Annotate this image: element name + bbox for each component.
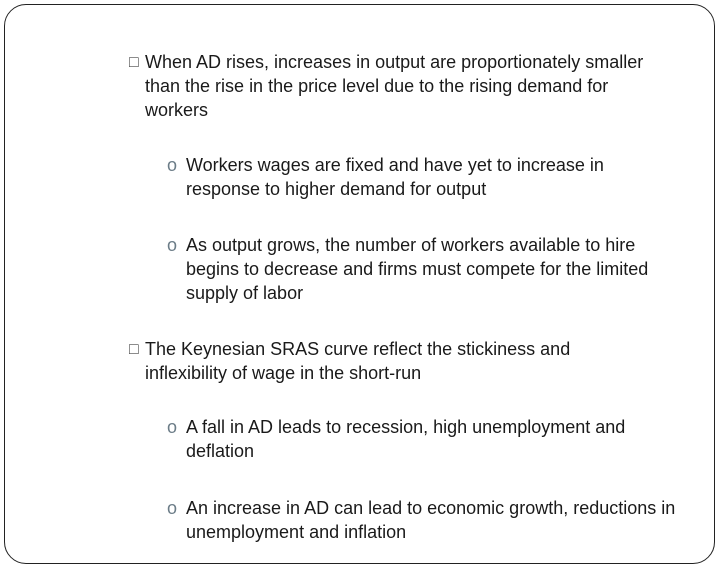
sub-bullet-text: An increase in AD can lead to economic growth, reductions in unemployment and inflation bbox=[186, 498, 676, 542]
circle-bullet-icon: o bbox=[167, 417, 178, 437]
square-bullet-icon: □ bbox=[129, 54, 139, 71]
circle-bullet-icon: o bbox=[167, 155, 178, 175]
circle-bullet-icon: o bbox=[167, 498, 178, 518]
sub-bullet-text: As output grows, the number of workers available to hire begins to decrease and firms must compete for the limited supply of labor bbox=[186, 235, 649, 303]
sub-bullet-fall-in-ad bbox=[167, 415, 696, 463]
sub-bullet-increase-in-ad bbox=[167, 496, 696, 544]
bullet-ad-rises bbox=[129, 50, 665, 122]
bullet-text: When AD rises, increases in output are proportionately smaller than the rise in the price level due to the rising demand for workers bbox=[145, 52, 644, 120]
sub-bullet-text: Workers wages are fixed and have yet to increase in response to higher demand for output bbox=[186, 155, 604, 199]
square-bullet-icon: □ bbox=[129, 341, 139, 358]
sub-bullet-wages-fixed bbox=[167, 153, 676, 201]
bullet-text: The Keynesian SRAS curve reflect the stickiness and inflexibility of wage in the short-run bbox=[145, 339, 571, 383]
bullet-keynesian-sras bbox=[129, 337, 645, 385]
circle-bullet-icon: o bbox=[167, 235, 178, 255]
sub-bullet-text: A fall in AD leads to recession, high unemployment and deflation bbox=[186, 417, 626, 461]
sub-bullet-output-grows bbox=[167, 233, 686, 305]
